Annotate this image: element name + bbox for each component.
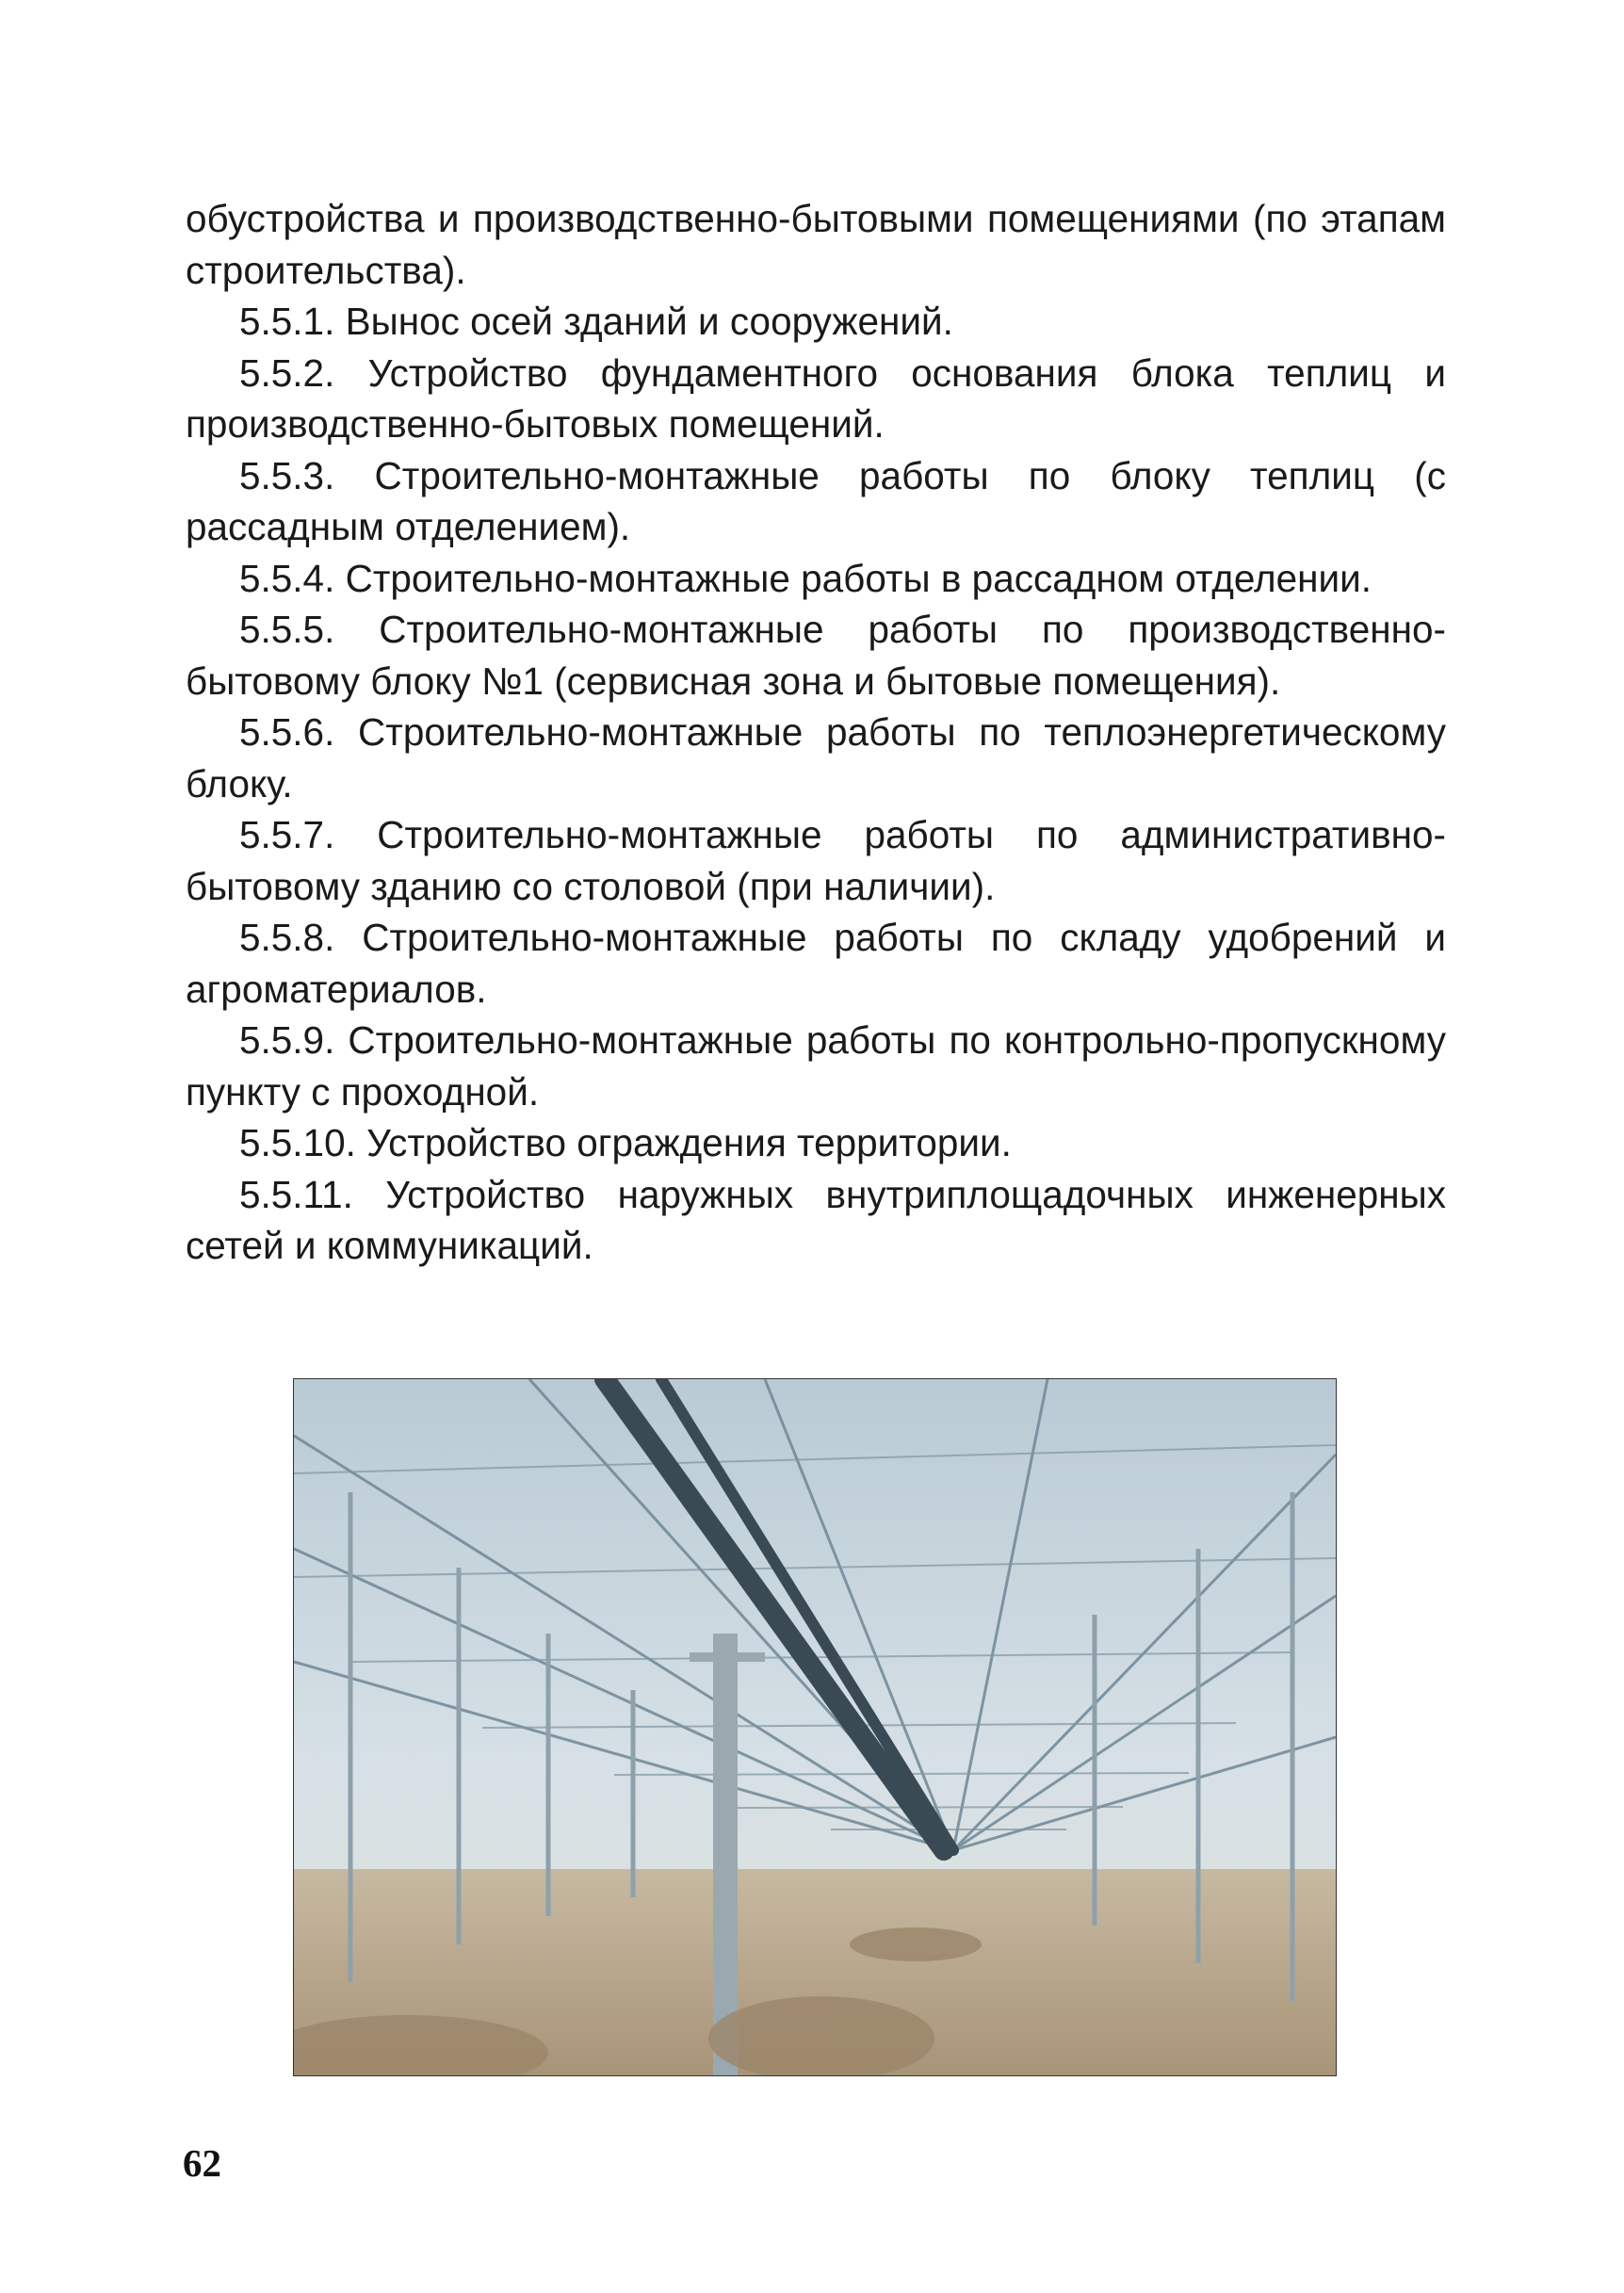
list-item: 5.5.8. Строительно-монтажные работы по складу удобрений и агроматериалов. bbox=[186, 916, 1446, 1011]
list-item: 5.5.9. Строительно-монтажные работы по контрольно-пропускному пункту с проходной. bbox=[186, 1018, 1446, 1114]
paragraph-continuation: обустройства и производственно-бытовыми помещениями (по этапам строительства). bbox=[186, 197, 1446, 292]
page-number: 62 bbox=[183, 2141, 221, 2185]
list-item: 5.5.6. Строительно-монтажные работы по теплоэнергетическому блоку. bbox=[186, 710, 1446, 805]
list-item: 5.5.7. Строительно-монтажные работы по административно-бытовому зданию со столовой (при наличии). bbox=[186, 813, 1446, 908]
list-item: 5.5.4. Строительно-монтажные работы в рассадном отделении. bbox=[239, 556, 1372, 600]
list-item: 5.5.2. Устройство фундаментного основания блока теплиц и производственно-бытовых помещений. bbox=[186, 350, 1446, 446]
list-item: 5.5.3. Строительно-монтажные работы по блоку теплиц (с рассадным отделением). bbox=[186, 453, 1446, 548]
list-item: 5.5.5. Строительно-монтажные работы по производственно-бытовому блоку №1 (сервисная зона и бытовые помещения). bbox=[186, 608, 1446, 703]
list-item: 5.5.10. Устройство ограждения территории. bbox=[239, 1121, 1012, 1164]
list-item: 5.5.1. Вынос осей зданий и сооружений. bbox=[239, 300, 953, 343]
photo-illustration bbox=[294, 1379, 1336, 2075]
body-text bbox=[186, 193, 1446, 1272]
greenhouse-construction-photo bbox=[293, 1378, 1337, 2076]
list-item: 5.5.11. Устройство наружных внутриплощадочных инженерных сетей и коммуникаций. bbox=[186, 1172, 1446, 1267]
